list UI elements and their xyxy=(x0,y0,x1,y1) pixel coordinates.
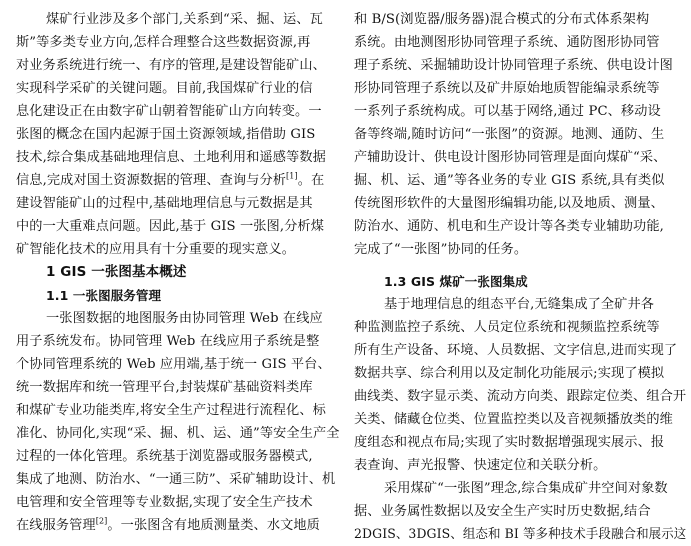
para3-line: 完成了“一张图”协同的任务。 xyxy=(354,242,528,257)
para3-line: 产辅助设计、供电设计图形协同管理是面向煤矿“采、 xyxy=(354,150,667,165)
para1-line-text: 信息,完成对国土资源数据的管理、查询与分析 xyxy=(16,173,287,188)
para3-line: 一系列子系统构成。可以基于网络,通过 PC、移动设 xyxy=(354,104,661,119)
para4-line: 数据共享、综合利用以及定制化功能展示;实现了模拟 xyxy=(354,366,665,381)
para3-line: 和 B/S(浏览器/服务器)混合模式的分布式体系架构 xyxy=(354,12,650,27)
para4-line: 基于地理信息的组态平台,无缝集成了全矿井各 xyxy=(384,297,655,312)
paper-page: 煤矿行业涉及多个部门,关系到“采、掘、运、瓦 斯”等多类专业方向,怎样合理整合这些数据资源,再 对业务系统进行统一、有序的管理,是建设智能矿山、 实现科学采矿的关键问题。目前,我国煤矿行业的信 息化建设正在由数字矿山朝着智能矿山方向转变。一 张图的概念在国内起源于国土资源领域,指借助 GIS 技术,综合集成基础地理信息、土地利用和遥感等数据 信息,完成对国土资源数据的管理、查询与分析[1]。在 建设智能矿山的过程中,基础地理信息与元数据是其 中的一大重难点问题。因此,基于 GIS 一张图,分析煤 矿智能化技术的应用具有十分重要的现实意义。 1 GIS 一张图基本概述 1.1 一张图服务管理 一张图数据的地图服务由协同管理 Web 在线应 用子系统发布。协同管理 Web 在线应用子系统是整 个协同管理系统的 Web 应用端,基于统一 GIS 平台、 统一数据库和统一管理平台,封装煤矿基础资料类库 和煤矿专业功能类库,将安全生产过程进行流程化、标 准化、协同化,实现“采、掘、机、运、通”等安全生产全 过程的一体化管理。系统基于浏览器或服务器模式, 集成了地测、防治水、“一通三防”、采矿辅助设计、机 电管理和安全管理等专业数据,实现了安全生产技术 在线服务管理[2]。一张图含有地质测量类、水文地质 和 B/S(浏览器/服务器)混合模式的分布式体系架构 系统。由地测图形协同管理子系统、通防图形协同管 理子系统、采掘辅助设计协同管理子系统、供电设计图 形协同管理子系统以及矿井原始地质智能编录系统等 一系列子系统构成。可以基于网络,通过 PC、移动设 备等终端,随时访问“一张图”的资源。地测、通防、生 产辅助设计、供电设计图形协同管理是面向煤矿“采、 掘、机、运、通”等各业务的专业 GIS 系统,具有类似 传统图形软件的大量图形编辑功能,以及地质、测量、 防治水、通防、机电和生产设计等各类专业辅助功能, 完成了“一张图”协同的任务。 1.3 GIS 煤矿一张图集成 基于地理信息的组态平台,无缝集成了全矿井各 种监测监控子系统、人员定位系统和视频监控系统等 所有生产设备、环境、人员数据、文字信息,进而实现了 数据共享、综合利用以及定制化功能展示;实现了模拟 曲线类、数字显示类、流动方向类、跟踪定位类、组合开 关类、储藏仓位类、位置监控类以及音视频播放类的维 度组态和视点布局;实现了实时数据增强现实展示、报 表查询、声光报警、快速定位和关联分析。 采用煤矿“一张图”理念,综合集成矿井空间对象数 据、业务属性数据以及安全生产实时历史数据,结合 2DGIS、3DGIS、组态和 BI 等多种技术手段融合和展示这 xyxy=(0,0,691,515)
para2-line: 个协同管理系统的 Web 应用端,基于统一 GIS 平台、 xyxy=(16,357,331,372)
para1-line: 斯”等多类专业方向,怎样合理整合这些数据资源,再 xyxy=(16,35,311,50)
para2-line: 准化、协同化,实现“采、掘、机、运、通”等安全生产全 xyxy=(16,426,340,441)
para2-line: 用子系统发布。协同管理 Web 在线应用子系统是整 xyxy=(16,334,320,349)
para1-line: 实现科学采矿的关键问题。目前,我国煤矿行业的信 xyxy=(16,81,313,96)
para4-line: 所有生产设备、环境、人员数据、文字信息,进而实现了 xyxy=(354,343,678,358)
para3-line: 传统图形软件的大量图形编辑功能,以及地质、测量、 xyxy=(354,196,664,211)
para1-line xyxy=(16,169,324,192)
para2-line: 和煤矿专业功能类库,将安全生产过程进行流程化、标 xyxy=(16,403,326,418)
para3-line: 系统。由地测图形协同管理子系统、通防图形协同管 xyxy=(354,35,660,50)
para2-line-text: 在线服务管理 xyxy=(16,518,96,533)
para4-line: 度组态和视点布局;实现了实时数据增强现实展示、报 xyxy=(354,435,665,450)
para2-line: 一张图数据的地图服务由协同管理 Web 在线应 xyxy=(46,311,323,326)
para1-line-tail: 。在 xyxy=(297,173,325,188)
para2-line: 集成了地测、防治水、“一通三防”、采矿辅助设计、机 xyxy=(16,472,336,487)
para2-line: 统一数据库和统一管理平台,封装煤矿基础资料类库 xyxy=(16,380,313,395)
para3-line: 防治水、通防、机电和生产设计等各类专业辅助功能, xyxy=(354,219,664,234)
para5-line: 据、业务属性数据以及安全生产实时历史数据,结合 xyxy=(354,504,651,519)
section-heading-1-3: 1.3 GIS 煤矿一张图集成 xyxy=(384,274,528,289)
para1-line: 张图的概念在国内起源于国土资源领域,指借助 GIS xyxy=(16,127,316,142)
para2-line-tail: 。一张图含有地质测量类、水文地质 xyxy=(107,518,320,533)
para2-line: 电管理和安全管理等专业数据,实现了安全生产技术 xyxy=(16,495,313,510)
para1-line: 息化建设正在由数字矿山朝着智能矿山方向转变。一 xyxy=(16,104,322,119)
para3-line: 备等终端,随时访问“一张图”的资源。地测、通防、生 xyxy=(354,127,665,142)
para3-line: 理子系统、采掘辅助设计协同管理子系统、供电设计图 xyxy=(354,58,673,73)
section-heading-1: 1 GIS 一张图基本概述 xyxy=(46,264,187,280)
para3-line: 形协同管理子系统以及矿井原始地质智能编录系统等 xyxy=(354,81,660,96)
para4-line: 关类、储藏仓位类、位置监控类以及音视频播放类的维 xyxy=(354,412,673,427)
para1-line: 建设智能矿山的过程中,基础地理信息与元数据是其 xyxy=(16,196,313,211)
para5-line: 采用煤矿“一张图”理念,综合集成矿井空间对象数 xyxy=(384,481,668,496)
para1-line: 技术,综合集成基础地理信息、土地利用和遥感等数据 xyxy=(16,150,326,165)
para1-line: 对业务系统进行统一、有序的管理,是建设智能矿山、 xyxy=(16,58,326,73)
section-heading-1-1: 1.1 一张图服务管理 xyxy=(46,288,162,303)
citation-ref: [1] xyxy=(286,171,298,181)
citation-ref: [2] xyxy=(95,516,108,526)
para4-line: 种监测监控子系统、人员定位系统和视频监控系统等 xyxy=(354,320,660,335)
para1-line: 矿智能化技术的应用具有十分重要的现实意义。 xyxy=(16,242,296,257)
para1-line: 中的一大重难点问题。因此,基于 GIS 一张图,分析煤 xyxy=(16,219,324,234)
para4-line: 曲线类、数字显示类、流动方向类、跟踪定位类、组合开 xyxy=(354,389,687,404)
para4-line: 表查询、声光报警、快速定位和关联分析。 xyxy=(354,458,607,473)
para2-line: 过程的一体化管理。系统基于浏览器或服务器模式, xyxy=(16,449,313,464)
para3-line: 掘、机、运、通”等各业务的专业 GIS 系统,具有类似 xyxy=(354,173,665,188)
para1-line: 煤矿行业涉及多个部门,关系到“采、掘、运、瓦 xyxy=(46,12,323,27)
